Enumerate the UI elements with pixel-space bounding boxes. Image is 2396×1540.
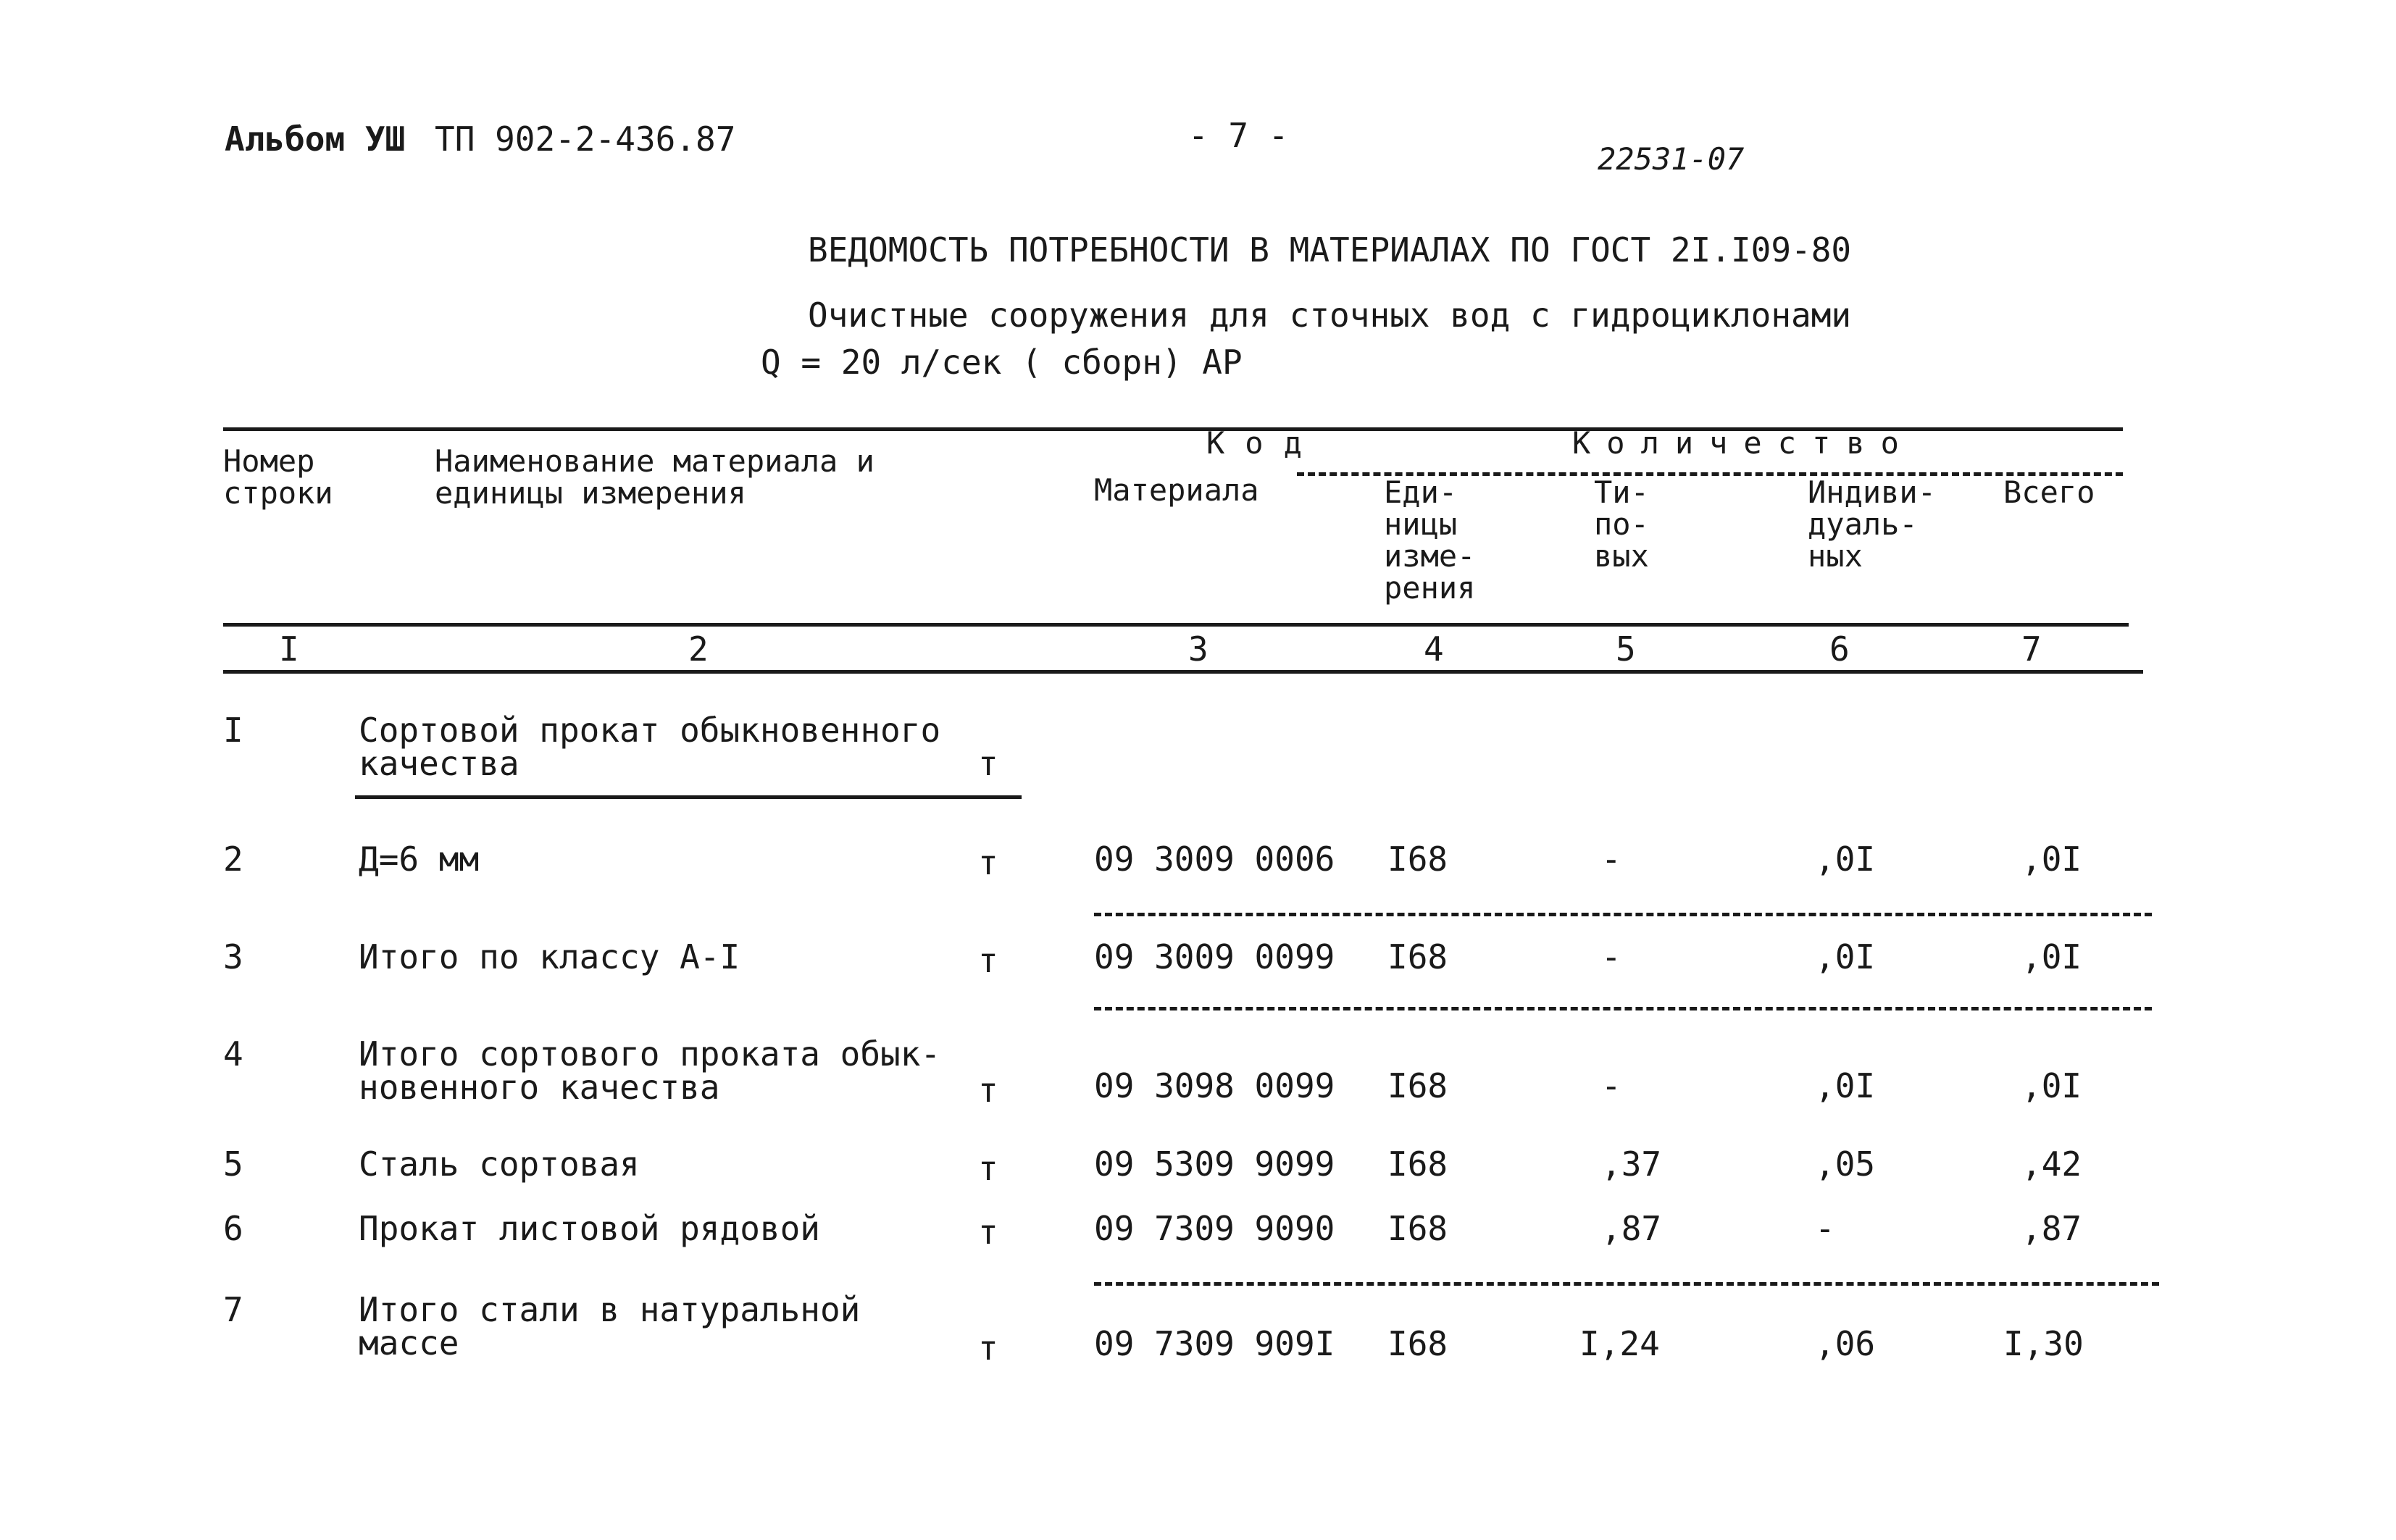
row-4-name: Итого сортового проката обык- новенного качества: [359, 1034, 941, 1107]
row-7-number: 7: [223, 1290, 243, 1329]
row-6-individual: -: [1815, 1209, 1835, 1248]
row-1-name: Сортовой прокат обыкновенного качества: [359, 711, 941, 783]
row-5-name: Сталь сортовая: [359, 1144, 640, 1184]
row2-dashed-rule: [1094, 913, 2152, 916]
row-4-number: 4: [223, 1034, 243, 1074]
header-unit-code: Еди- ницы изме- рения: [1384, 474, 1476, 606]
row-5-individual: ,05: [1815, 1144, 1876, 1184]
column-number-1: I: [279, 629, 299, 669]
project-code: ТП 902-2-436.87: [435, 120, 736, 159]
header-code-group: Код: [1206, 425, 1322, 461]
row-7-unit-code: I68: [1387, 1324, 1448, 1363]
subtitle-flow: Q = 20 л/сек ( сборн) АР: [761, 343, 1243, 382]
row-3-total: ,0I: [2021, 937, 2082, 976]
row1-underline: [355, 795, 1022, 799]
row-2-total: ,0I: [2021, 840, 2082, 879]
row3-dashed-rule: [1094, 1007, 2152, 1010]
row-2-unit: т: [978, 843, 998, 882]
row-2-unit-code: I68: [1387, 840, 1448, 879]
album-label: Альбом УШ: [225, 120, 406, 159]
row-7-total: I,30: [2003, 1324, 2084, 1363]
row-7-name: Итого стали в натуральной массе: [359, 1290, 861, 1363]
row-4-unit: т: [978, 1071, 998, 1110]
header-total: Всего: [2003, 474, 2095, 510]
row-4-code: 09 3098 0099: [1094, 1066, 1335, 1105]
row-5-unit: т: [978, 1149, 998, 1188]
row-2-typical: -: [1601, 840, 1621, 879]
row6-dashed-rule: [1094, 1282, 2159, 1286]
column-number-4: 4: [1424, 629, 1444, 669]
header-typical: Ти- по- вых: [1594, 474, 1649, 574]
column-number-6: 6: [1829, 629, 1850, 669]
row-6-name: Прокат листовой рядовой: [359, 1209, 820, 1248]
row-3-unit-code: I68: [1387, 937, 1448, 976]
row-4-total: ,0I: [2021, 1066, 2082, 1105]
column-number-5: 5: [1616, 629, 1636, 669]
row-7-unit: т: [978, 1328, 998, 1368]
header-quantity-group: Количество: [1572, 425, 1915, 461]
row-1-number: I: [223, 711, 243, 750]
document-number: 22531-07: [1598, 141, 1745, 177]
row-6-typical: ,87: [1601, 1209, 1662, 1248]
row-4-typical: -: [1601, 1066, 1621, 1105]
header-material-code: Материала: [1094, 472, 1259, 508]
row-5-unit-code: I68: [1387, 1144, 1448, 1184]
header-material-name: Наименование материала и единицы измерения: [435, 443, 875, 511]
row-2-individual: ,0I: [1815, 840, 1876, 879]
column-number-7: 7: [2021, 629, 2042, 669]
row-4-individual: ,0I: [1815, 1066, 1876, 1105]
row-3-code: 09 3009 0099: [1094, 937, 1335, 976]
header-row-number: Номер строки: [223, 443, 333, 511]
column-numbers-rule: [223, 670, 2143, 674]
row-6-code: 09 7309 9090: [1094, 1209, 1335, 1248]
row-5-total: ,42: [2021, 1144, 2082, 1184]
row-3-unit: т: [978, 941, 998, 980]
column-number-2: 2: [688, 629, 709, 669]
row-6-unit: т: [978, 1213, 998, 1252]
row-3-number: 3: [223, 937, 243, 976]
row-6-number: 6: [223, 1209, 243, 1248]
header-bottom-rule: [223, 623, 2129, 627]
row-6-total: ,87: [2021, 1209, 2082, 1248]
column-number-3: 3: [1188, 629, 1209, 669]
row-6-unit-code: I68: [1387, 1209, 1448, 1248]
row-4-unit-code: I68: [1387, 1066, 1448, 1105]
row-5-number: 5: [223, 1144, 243, 1184]
row-7-typical: I,24: [1579, 1324, 1660, 1363]
row-2-number: 2: [223, 840, 243, 879]
row-5-typical: ,37: [1601, 1144, 1662, 1184]
row-7-code: 09 7309 909I: [1094, 1324, 1335, 1363]
row-2-code: 09 3009 0006: [1094, 840, 1335, 879]
page-title: ВЕДОМОСТЬ ПОТРЕБНОСТИ В МАТЕРИАЛАХ ПО ГОСТ 2I.I09-80: [808, 230, 1852, 269]
row-3-individual: ,0I: [1815, 937, 1876, 976]
row-3-typical: -: [1601, 937, 1621, 976]
header-individual: Индиви- дуаль- ных: [1808, 474, 1937, 574]
row-5-code: 09 5309 9099: [1094, 1144, 1335, 1184]
row-3-name: Итого по классу А-I: [359, 937, 740, 976]
row-7-individual: ,06: [1815, 1324, 1876, 1363]
row-2-name: Д=6 мм: [359, 840, 480, 879]
row-1-unit: т: [978, 744, 998, 783]
subtitle: Очистные сооружения для сточных вод с гидроциклонами: [808, 296, 1852, 335]
page-number: - 7 -: [1188, 116, 1289, 155]
